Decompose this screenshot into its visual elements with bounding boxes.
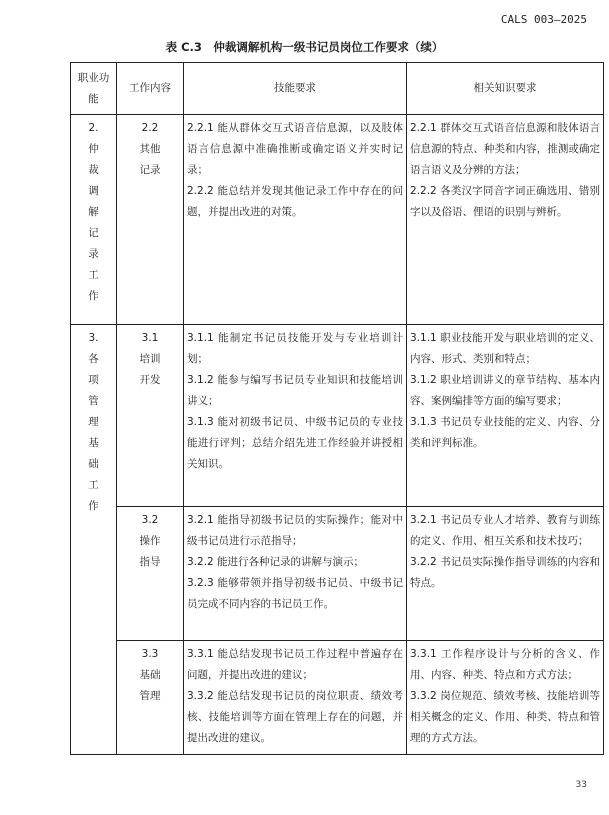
function-char: 项	[88, 374, 99, 386]
knowledge-cell	[407, 325, 604, 507]
function-char: 解	[88, 206, 99, 218]
work-content-name: 操作	[139, 535, 161, 547]
skill-item: 3.2.3 能够带领并指导初级书记员、中级书记员完成不同内容的书记员工作。	[187, 577, 403, 610]
work-content-cell	[117, 641, 184, 755]
table-row	[71, 507, 604, 641]
function-char: 仲	[88, 143, 99, 155]
knowledge-item: 3.1.2 职业培训讲义的章节结构、基本内容、案例编排等方面的编写要求；	[410, 374, 600, 407]
skill-cell	[184, 641, 407, 755]
knowledge-cell	[407, 115, 604, 325]
table-row	[71, 641, 604, 755]
function-char: 工	[88, 269, 99, 281]
knowledge-item: 2.2.1 群体交互式语音信息源和肢体语言信息源的特点、种类和内容，推测或确定语言语义及分辨的方法；	[410, 122, 600, 176]
work-content-id: 3.3	[141, 648, 159, 660]
function-char: 管	[88, 395, 99, 407]
work-content-id: 2.2	[141, 122, 159, 134]
knowledge-item: 2.2.2 各类汉字同音字词正确选用、错别字以及俗语、俚语的识别与辨析。	[410, 185, 600, 218]
knowledge-item: 3.2.1 书记员专业人才培养、教育与训练的定义、作用、相互关系和技术技巧；	[410, 514, 600, 547]
function-cell	[71, 115, 117, 325]
function-char: 基	[88, 437, 99, 449]
function-char: 理	[88, 416, 99, 428]
col-header-function-line: 职业	[77, 71, 99, 84]
table-header-row	[71, 63, 604, 115]
work-content-name: 开发	[139, 374, 161, 386]
knowledge-item: 3.1.1 职业技能开发与职业培训的定义、 内容、形式、类别和特点；	[410, 332, 600, 365]
knowledge-item: 3.2.2 书记员实际操作指导训练的内容和特点。	[410, 556, 600, 589]
work-content-name: 培训	[139, 353, 161, 365]
function-char: 调	[88, 185, 99, 197]
skill-item: 3.1.3 能对初级书记员、中级书记员的专业技能进行评判；总结介绍先进工作经验并讲授相关知识。	[187, 416, 403, 470]
skill-item: 3.2.1 能指导初级书记员的实际操作；能对中级书记员进行示范指导；	[187, 514, 403, 547]
function-char: 2.	[88, 122, 99, 134]
work-content-name: 指导	[139, 556, 161, 568]
function-char: 裁	[88, 164, 99, 176]
function-cell	[71, 325, 117, 755]
skill-cell	[184, 507, 407, 641]
work-content-cell	[117, 325, 184, 507]
knowledge-cell	[407, 507, 604, 641]
function-char: 记	[88, 227, 99, 239]
requirements-table	[70, 62, 604, 755]
col-header-function-line: 功能	[88, 71, 110, 105]
knowledge-item: 3.3.2 岗位规范、绩效考核、技能培训等相关概念的定义、作用、种类、特点和管理的方式方法。	[410, 690, 600, 744]
function-char: 作	[88, 290, 99, 302]
col-header-content	[117, 63, 184, 115]
table-row	[71, 115, 604, 325]
function-char: 录	[88, 248, 99, 260]
work-content-name: 其他	[139, 143, 161, 155]
skill-item: 2.2.1 能从群体交互式语音信息源，以及肢体语言信息源中准确推断或确定语义并实时记录；	[187, 122, 403, 176]
work-content-cell	[117, 115, 184, 325]
knowledge-cell	[407, 641, 604, 755]
work-content-name: 记录	[139, 164, 161, 176]
work-content-cell	[117, 507, 184, 641]
skill-item: 3.1.2 能参与编写书记员专业知识和技能培训讲义；	[187, 374, 403, 407]
skill-item: 3.3.2 能总结发现书记员的岗位职责、绩效考核、技能培训等方面在管理上存在的问题，并提出改进的建议。	[187, 690, 403, 744]
work-content-name: 管理	[139, 690, 161, 702]
col-header-knowledge: 相关知识要求	[407, 63, 604, 115]
skill-cell	[184, 115, 407, 325]
work-content-id: 3.1	[141, 332, 159, 344]
function-char: 工	[88, 479, 99, 491]
skill-item: 2.2.2 能总结并发现其他记录工作中存在的问题，并提出改进的对策。	[187, 185, 403, 218]
document-code: CALS 003—2025	[500, 13, 587, 26]
skill-item: 3.1.1 能制定书记员技能开发与专业培训计划；	[187, 332, 403, 365]
col-header-function	[71, 63, 117, 115]
knowledge-item: 3.3.1 工作程序设计与分析的含义、作用、内容、种类、特点和方式方法；	[410, 648, 600, 681]
col-header-skill: 技能要求	[184, 63, 407, 115]
table-row	[71, 325, 604, 507]
function-char: 3.	[88, 332, 99, 344]
work-content-id: 3.2	[141, 514, 159, 526]
work-content-name: 基础	[139, 669, 161, 681]
table-caption: 表 C.3 仲裁调解机构一级书记员岗位工作要求（续）	[165, 40, 444, 54]
skill-cell	[184, 325, 407, 507]
col-header-content-line: 工作	[129, 82, 150, 94]
function-char: 各	[88, 353, 99, 365]
skill-item: 3.3.1 能总结发现书记员工作过程中普遍存在问题，并提出改进的建议；	[187, 648, 403, 681]
skill-item: 3.2.2 能进行各种记录的讲解与演示；	[187, 556, 365, 568]
knowledge-item: 3.1.3 书记员专业技能的定义、内容、分类和评判标准。	[410, 416, 600, 449]
col-header-content-line: 内容	[150, 82, 171, 94]
page-number: 33	[575, 780, 587, 790]
function-char: 础	[88, 458, 99, 470]
function-char: 作	[88, 500, 99, 512]
